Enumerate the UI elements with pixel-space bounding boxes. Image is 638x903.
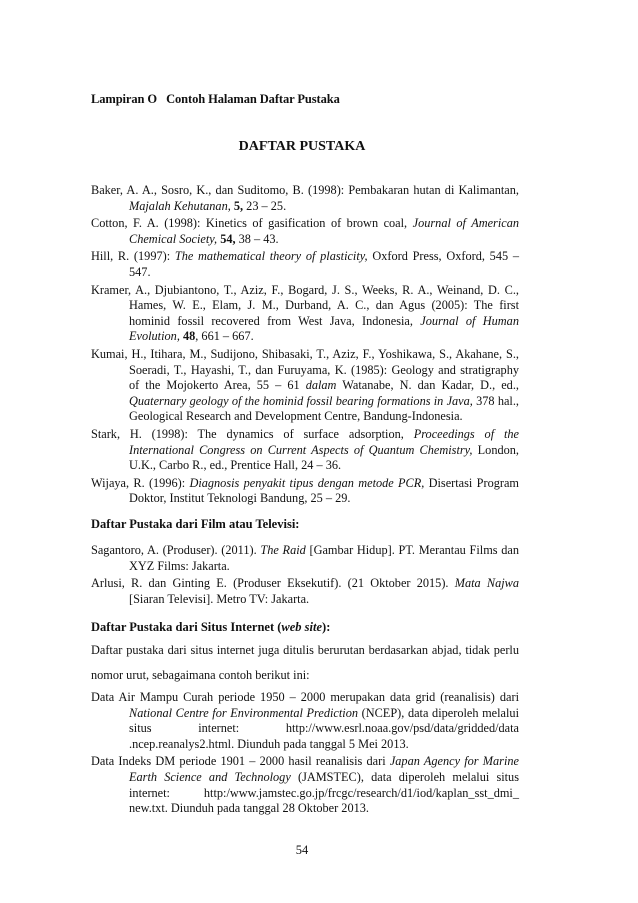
page-title: DAFTAR PUSTAKA: [238, 139, 366, 154]
reference-entry: Kumai, H., Itihara, M., Sudijono, Shibasaki, T., Aziz, F., Yoshikawa, S., Akahane, S., Soeradi, T., Hayashi, T., dan Furuyama, K. (1985): Geology and stratigraphy of the Mojokerto Area, 55 – 61 dalam Watanabe, N. dan Kadar, D., ed., Quaternary geology of the hominid fossil bearing formations in Java, 378 hal., Geological Research and Development Centre, Bandung-Indonesia.: [91, 346, 519, 424]
reference-entry: Data Indeks DM periode 1901 – 2000 hasil reanalisis dari Japan Agency for Marine Earth Science and Technology (JAMSTEC), data diperoleh melalui situs internet: http:/www.jamstec.go.jp/frcgc/research/d1/iod/kaplan_sst_dmi_ new.txt. Diunduh pada tanggal 28 Oktober 2013.: [91, 754, 519, 816]
film-reference-list: [91, 543, 519, 609]
appendix-label: Lampiran O Contoh Halaman Daftar Pustaka: [91, 92, 340, 106]
page-number: 54: [295, 843, 309, 857]
reference-entry: Data Air Mampu Curah periode 1950 – 2000 merupakan data grid (reanalisis) dari National Centre for Environmental Prediction (NCEP), data diperoleh melalui situs internet: http://www.esrl.noaa.gov/psd/data/gridded/data .ncep.reanalys2.html. Diunduh pada tanggal 5 Mei 2013.: [91, 690, 519, 751]
reference-entry: Kramer, A., Djubiantono, T., Aziz, F., Bogard, J. S., Weeks, R. A., Weinand, D. C., Hames, W. E., Elam, J. M., Durband, A. C., dan Agus (2005): The first hominid fossil recovered from West Java, Indonesia, Journal of Human Evolution, 48, 661 – 667.: [91, 282, 519, 344]
reference-entry: Arlusi, R. dan Ginting E. (Produser Eksekutif). (21 Oktober 2015). Mata Najwa [Siaran Televisi]. Metro TV: Jakarta.: [91, 576, 519, 606]
film-heading: Daftar Pustaka dari Film atau Televisi:: [91, 517, 300, 531]
reference-entry: Wijaya, R. (1996): Diagnosis penyakit tipus dengan metode PCR, Disertasi Program Doktor, Institut Teknologi Bandung, 25 – 29.: [91, 475, 519, 506]
web-reference-list: [91, 690, 519, 819]
reference-entry: Hill, R. (1997): The mathematical theory of plasticity, Oxford Press, Oxford, 545 – 547.: [91, 249, 520, 279]
web-heading: Daftar Pustaka dari Situs Internet (web site):: [91, 620, 331, 634]
reference-entry: Stark, H. (1998): The dynamics of surface adsorption, Proceedings of the International Congress on Current Aspects of Quantum Chemistry, London, U.K., Carbo R., ed., Prentice Hall, 24 – 36.: [91, 426, 519, 473]
reference-entry: Baker, A. A., Sosro, K., dan Suditomo, B. (1998): Pembakaran hutan di Kalimantan, Majalah Kehutanan, 5, 23 – 25.: [91, 183, 519, 213]
web-intro-paragraph: Daftar pustaka dari situs internet juga ditulis berurutan berdasarkan abjad, tidak perlu nomor urut, sebagaimana contoh berikut ini:: [91, 643, 519, 682]
reference-list: [91, 183, 519, 509]
reference-entry: Sagantoro, A. (Produser). (2011). The Raid [Gambar Hidup]. PT. Merantau Films dan XYZ Films: Jakarta.: [91, 543, 520, 573]
reference-entry: Cotton, F. A. (1998): Kinetics of gasification of brown coal, Journal of American Chemical Society, 54, 38 – 43.: [91, 216, 519, 246]
